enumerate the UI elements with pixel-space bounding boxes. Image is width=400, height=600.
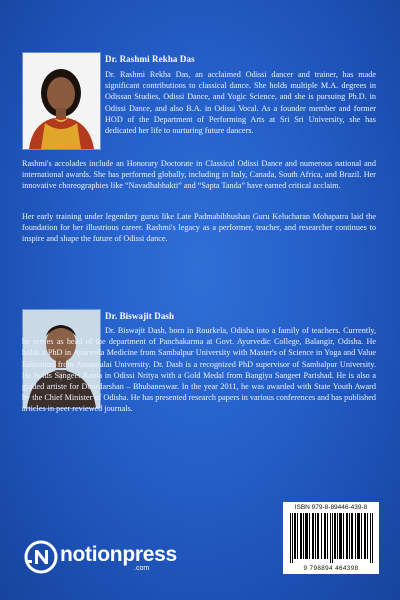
publisher-domain-suffix: .com [134,565,150,572]
barcode-number: 9 798894 464398 [303,565,359,572]
rashmi-accolades-paragraph: Rashmi's accolades include an Honorary Doctorate in Classical Odissi Dance and numerous national and international awards. She has performed globally, including in Italy, Canada, South Africa, and Brazil. Her innovative choreographies like “Navadhabhakti” and “Sapta Tanda” have earned critical acclaim. [22,159,376,191]
author2-name: Dr. Biswajit Dash [105,311,175,321]
publisher-logo [24,538,184,578]
barcode-icon [289,513,373,563]
notionpress-n-icon [24,540,58,574]
rashmi-training-paragraph: Her early training under legendary gurus like Late Padmabibhushan Guru Kelucharan Mohapatra laid the foundation for her illustrious career. Rashmi's legacy as a performer, teacher, and researcher continues to inspire and shape the future of Odissi dance. [22,212,376,244]
author1-photo [22,52,101,150]
author1-name: Dr. Rashmi Rekha Das [105,54,195,64]
author2-bio: Dr. Biswajit Dash, born in Rourkela, Odisha into a family of teachers. Currently, he serves as head of the department of Panchakarma at Govt. Ayurvedic College, Balangir, Odisha. He holds a PhD in Ayurveda Medicine from Sambalpur University with Master's of Science in Yoga and Value Education from Annamalai University. Dr. Dash is a recognized PhD supervisor of Sambalpur University. He holds Sangeet Ratna in Odissi Nritya with a Gold Medal from Bangiya Sangeet Parishad. He is also a graded artiste for Doordarshan – Bhubaneswar. In the year 2011, he was awarded with State Youth Award by the Chief Minister of Odisha. He has presented research papers in various conferences and has published articles in peer reviewed journals. [22,326,376,414]
author1-bio: Dr. Rashmi Rekha Das, an acclaimed Odissi dancer and trainer, has made significant contributions to classical dance. She holds multiple M.A. degrees in Odissan Studies, Odissi Dance, and Yogic Science, and she is pursuing Ph.D. in Odissi Dance, and also B.A. in Odissi Vocal. As a founder member and former HOD of the Department of Performing Arts at Sri Sri University, she has dedicated her life to nurturing future dancers. [105,70,376,136]
isbn-barcode-box [283,502,379,574]
publisher-name: notionpress [60,543,177,566]
isbn-label: ISBN 979-8-89446-439-8 [294,504,368,511]
